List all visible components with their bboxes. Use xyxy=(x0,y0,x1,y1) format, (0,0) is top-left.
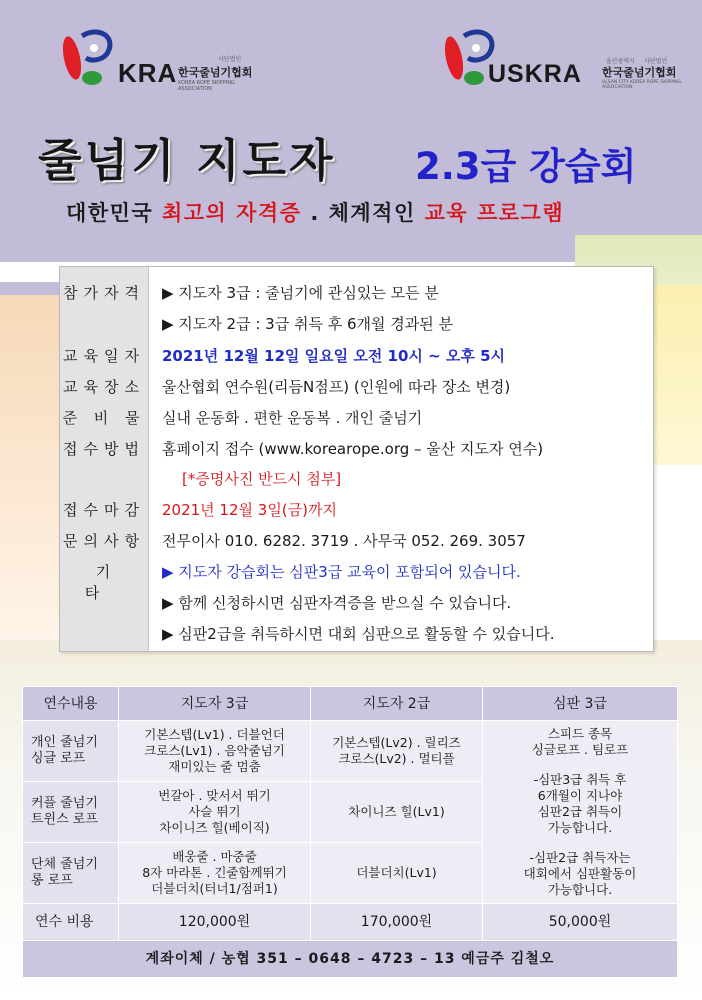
fee-referee: 50,000원 xyxy=(483,904,678,941)
cell-line: 차이니즈 힐(Lv1) xyxy=(348,803,445,819)
info-divider xyxy=(148,267,149,651)
uskra-logo-tag1: 울산광역시 xyxy=(606,58,635,65)
label-eligibility: 참가자격 xyxy=(63,284,145,302)
cell-line: 차이니즈 힐(베이직) xyxy=(159,819,270,835)
uskra-logo-tag2: 사단법인 xyxy=(644,58,668,65)
label-etc: 기 타 xyxy=(84,563,135,602)
uskra-logo-eng: ULSAN CITY KOREA ROPE SKIPPING ASSOCIATION xyxy=(602,80,682,90)
row-head-line: 커플 줄넘기 xyxy=(31,795,98,811)
row-head-line: 싱글 로프 xyxy=(31,750,86,766)
cell-lv3-single xyxy=(119,721,311,782)
etc-line-2: ▶ 함께 신청하시면 심판자격증을 받으실 수 있습니다. xyxy=(162,594,512,612)
kra-logo-eng: KOREA ROPE SKIPPING ASSOCIATION xyxy=(178,80,235,92)
contact-value: 전무이사 010. 6282. 3719 . 사무국 052. 269. 3057 xyxy=(162,532,526,550)
apply-note: [*증명사진 반드시 첨부] xyxy=(182,470,342,488)
row-head-line: 단체 줄넘기 xyxy=(31,856,98,872)
header-content: 연수내용 xyxy=(23,687,119,721)
cell-line: 8자 마라톤 . 긴줄함께뛰기 xyxy=(142,864,287,880)
cell-line: 기본스텝(Lv1) . 더블언더 xyxy=(144,726,285,742)
cell-line: 가능합니다. xyxy=(547,882,613,897)
cell-line: 크로스(Lv2) . 멀티플 xyxy=(338,750,455,766)
etc-line-3: ▶ 심판2급을 취득하시면 대회 심판으로 활동할 수 있습니다. xyxy=(162,625,555,643)
info-box xyxy=(59,266,654,652)
row-head-group xyxy=(23,842,119,903)
bank-row xyxy=(23,941,678,978)
cell-line: 배웅줄 . 마중줄 xyxy=(172,848,257,864)
row-head-single xyxy=(23,721,119,782)
decor-peach-block xyxy=(0,295,60,640)
cell-line: 크로스(Lv1) . 음악줄넘기 xyxy=(144,742,285,758)
program-table xyxy=(22,686,678,978)
cell-line: 더블더치(Lv1) xyxy=(356,864,437,880)
cell-line: -심판3급 취득 후 xyxy=(533,772,627,787)
eligibility-lv3: ▶ 지도자 3급 : 줄넘기에 관심있는 모든 분 xyxy=(162,284,439,302)
cell-lv3-couple xyxy=(119,781,311,842)
tagline-part: . xyxy=(310,201,320,225)
kra-logo xyxy=(58,18,258,93)
cell-line: -심판2급 취득자는 xyxy=(529,850,631,865)
header-lv3: 지도자 3급 xyxy=(119,687,311,721)
bank-account: 계좌이체 / 농협 351 – 0648 – 4723 – 13 예금주 김철오 xyxy=(23,941,678,978)
cell-lv2-single xyxy=(311,721,483,782)
tagline-highlight: 교육 프로그램 xyxy=(424,201,565,225)
cell-line: 가능합니다. xyxy=(547,820,613,835)
table-header-row xyxy=(23,687,678,721)
row-head-line: 롱 로프 xyxy=(31,872,73,888)
cell-line: 심판2급 취득이 xyxy=(537,804,623,819)
cell-lv2-couple xyxy=(311,781,483,842)
cell-line: 재미있는 줄 멈춤 xyxy=(168,758,261,774)
tagline-part: 대한민국 xyxy=(66,201,154,225)
label-deadline: 접수마감 xyxy=(63,501,145,519)
eligibility-lv2: ▶ 지도자 2급 : 3급 취득 후 6개월 경과된 분 xyxy=(162,315,453,333)
uskra-logo xyxy=(440,18,690,93)
row-head-couple xyxy=(23,781,119,842)
cell-line: 번갈아 . 맞서서 뛰기 xyxy=(158,787,271,803)
cell-line: 6개월이 지나야 xyxy=(537,788,623,803)
fee-row xyxy=(23,904,678,941)
header-referee: 심판 3급 xyxy=(483,687,678,721)
uskra-logo-org: 한국줄넘기협회 xyxy=(602,66,677,79)
row-head-line: 트윈스 로프 xyxy=(31,811,98,827)
cell-lv2-group xyxy=(311,842,483,903)
cell-lv3-group xyxy=(119,842,311,903)
table-row xyxy=(23,721,678,782)
kra-logo-name: KRA xyxy=(118,58,178,88)
cell-line: 스피드 종목 xyxy=(547,726,613,741)
page-title: 줄넘기 지도자 xyxy=(38,134,336,187)
tagline xyxy=(66,197,564,227)
page-subtitle: 2.3급 강습회 xyxy=(415,145,637,188)
header-lv2: 지도자 2급 xyxy=(311,687,483,721)
cell-line: 싱글로프 . 팀로프 xyxy=(531,742,629,757)
label-place: 교육장소 xyxy=(63,378,145,396)
date-value: 2021년 12월 12일 일요일 오전 10시 ~ 오후 5시 xyxy=(162,347,506,365)
row-head-line: 개인 줄넘기 xyxy=(31,734,98,750)
deadline-value: 2021년 12월 3일(금)까지 xyxy=(162,501,337,519)
place-value: 울산협회 연수원(리듬N점프) (인원에 따라 장소 변경) xyxy=(162,378,511,396)
uskra-logo-name: USKRA xyxy=(488,60,582,88)
apply-value: 홈페이지 접수 (www.korearope.org – 울산 지도자 연수) xyxy=(162,440,544,458)
etc-line-1: ▶ 지도자 강습회는 심판3급 교육이 포함되어 있습니다. xyxy=(162,563,521,581)
cell-line: 대회에서 심판활동이 xyxy=(523,866,637,881)
fee-lv2: 170,000원 xyxy=(311,904,483,941)
label-date: 교육일자 xyxy=(63,347,145,365)
label-apply: 접수방법 xyxy=(63,440,145,458)
tagline-part: 체계적인 xyxy=(328,201,416,225)
prep-value: 실내 운동화 . 편한 운동복 . 개인 줄넘기 xyxy=(162,409,423,427)
kra-logo-tag: 사단법인 xyxy=(218,56,242,63)
tagline-highlight: 최고의 자격증 xyxy=(161,201,302,225)
kra-logo-org: 한국줄넘기협회 xyxy=(178,66,253,79)
fee-lv3: 120,000원 xyxy=(119,904,311,941)
cell-line: 사슬 뛰기 xyxy=(188,803,241,819)
cell-line: 기본스텝(Lv2) . 릴리즈 xyxy=(332,734,461,750)
cell-referee xyxy=(483,721,678,904)
label-prep: 준 비 물 xyxy=(62,409,146,427)
fee-label: 연수 비용 xyxy=(23,904,119,941)
cell-line: 더블더치(터너1/점퍼1) xyxy=(151,880,278,896)
label-contact: 문의사항 xyxy=(63,532,145,550)
